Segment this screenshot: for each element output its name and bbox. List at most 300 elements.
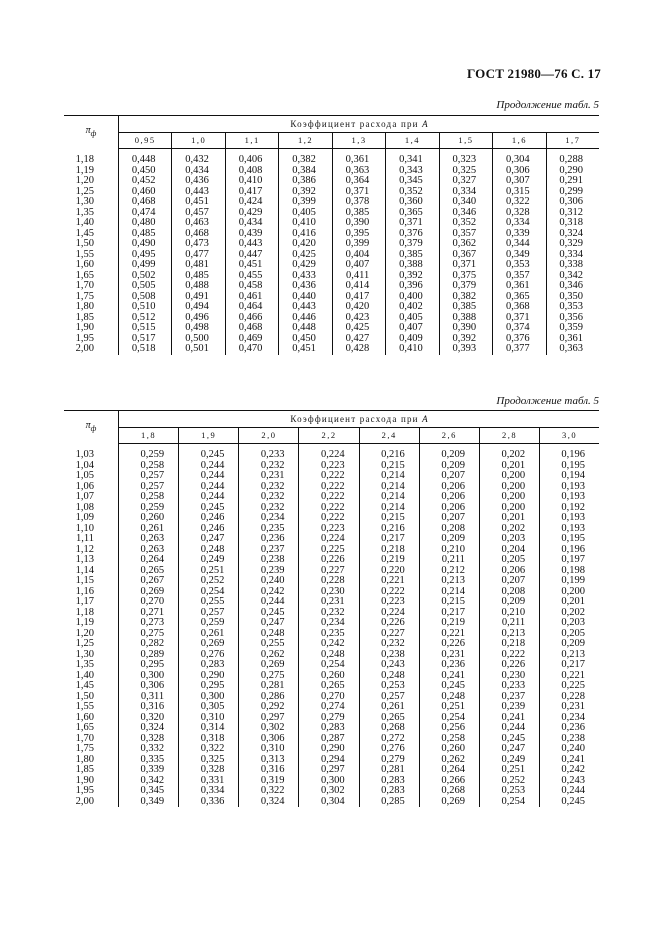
table-cell: 0,485: [119, 229, 172, 240]
column-header: 2,2: [299, 428, 359, 444]
table-cell: 0,468: [119, 197, 172, 208]
table-cell: 0,500: [172, 334, 225, 345]
table2-continuation-label: Продолжение табл. 5: [496, 395, 599, 407]
table-cell: 0,316: [239, 765, 299, 776]
row-pi-value: 1,25: [75, 638, 94, 649]
table-cell: 0,377: [493, 344, 546, 355]
table-cell: 0,209: [540, 639, 599, 650]
table-cell: 0,231: [419, 650, 479, 661]
table-cell: 0,264: [419, 765, 479, 776]
row-pi-value: 1,45: [75, 680, 94, 691]
table-cell: 0,257: [179, 608, 239, 619]
table-cell: 0,450: [119, 166, 172, 177]
table-cell: 0,240: [540, 744, 599, 755]
table-cell: 0,253: [359, 681, 419, 692]
table-cell: 0,334: [493, 218, 546, 229]
table-row: [64, 513, 599, 524]
table-cell: 0,334: [546, 250, 599, 261]
row-pi-value: 1,70: [75, 732, 94, 744]
table-cell: 0,224: [299, 450, 359, 461]
table-row: [64, 176, 599, 187]
table-cell: 0,425: [279, 250, 332, 261]
table-cell: 0,388: [439, 313, 492, 324]
table-cell: 0,411: [332, 271, 385, 282]
table-cell: 0,362: [439, 239, 492, 250]
table-cell: 0,324: [239, 797, 299, 808]
table-cell: 0,211: [419, 555, 479, 566]
table-cell: 0,518: [119, 344, 172, 355]
table-cell: 0,488: [172, 281, 225, 292]
table-cell: 0,245: [419, 681, 479, 692]
table-row: [64, 765, 599, 776]
table-row: [64, 197, 599, 208]
table-cell: 0,324: [119, 723, 179, 734]
table-cell: 0,339: [493, 229, 546, 240]
table-cell: 0,226: [299, 555, 359, 566]
column-header: 1,1: [225, 133, 278, 149]
row-pi-value: 1,95: [75, 332, 94, 344]
table-cell: 0,433: [279, 271, 332, 282]
table-cell: 0,320: [119, 713, 179, 724]
table-cell: 0,226: [359, 618, 419, 629]
table-cell: 0,275: [119, 629, 179, 640]
table-cell: 0,345: [119, 786, 179, 797]
table-row: [64, 576, 599, 587]
row-pi-value: 1,04: [75, 459, 94, 471]
table-cell: 0,357: [439, 229, 492, 240]
table-cell: 0,334: [439, 187, 492, 198]
table-cell: 0,328: [119, 734, 179, 745]
table-cell: 0,388: [386, 260, 439, 271]
table-cell: 0,282: [119, 639, 179, 650]
table-cell: 0,232: [239, 461, 299, 472]
table-cell: 0,367: [439, 250, 492, 261]
column-header: 1,7: [546, 133, 599, 149]
table-cell: 0,515: [119, 323, 172, 334]
table-cell: 0,393: [439, 344, 492, 355]
table-cell: 0,271: [119, 608, 179, 619]
table-cell: 0,210: [479, 608, 539, 619]
row-pi-value: 1,60: [75, 259, 94, 270]
row-pi-value: 1,55: [75, 248, 94, 260]
table-cell: 0,427: [332, 334, 385, 345]
table-row: [64, 218, 599, 229]
pi-label: π: [85, 124, 91, 136]
table-cell: 0,212: [419, 566, 479, 577]
table-cell: 0,404: [332, 250, 385, 261]
table-cell: 0,447: [225, 250, 278, 261]
table-cell: 0,405: [279, 208, 332, 219]
table-cell: 0,290: [546, 166, 599, 177]
table-row: [64, 723, 599, 734]
table-cell: 0,499: [119, 260, 172, 271]
table-cell: 0,223: [299, 524, 359, 535]
table-cell: 0,201: [540, 597, 599, 608]
table-cell: 0,385: [439, 302, 492, 313]
table-cell: 0,323: [439, 155, 492, 166]
table-cell: 0,254: [299, 660, 359, 671]
table-cell: 0,340: [439, 197, 492, 208]
table-cell: 0,481: [172, 260, 225, 271]
table-cell: 0,288: [546, 155, 599, 166]
table-cell: 0,248: [359, 671, 419, 682]
table-row: [64, 323, 599, 334]
table-cell: 0,220: [359, 566, 419, 577]
row-pi-value: 1,50: [75, 690, 94, 702]
table-cell: 0,262: [419, 755, 479, 766]
table-cell: 0,232: [239, 482, 299, 493]
table-row: [64, 660, 599, 671]
table-cell: 0,231: [299, 597, 359, 608]
table-cell: 0,279: [359, 755, 419, 766]
row-pi-value: 1,50: [75, 238, 94, 249]
table-cell: 0,248: [179, 545, 239, 556]
row-pi-value: 1,14: [75, 564, 94, 576]
table-cell: 0,273: [119, 618, 179, 629]
table-cell: 0,276: [359, 744, 419, 755]
table-cell: 0,252: [479, 776, 539, 787]
table-cell: 0,247: [479, 744, 539, 755]
table-cell: 0,230: [479, 671, 539, 682]
column-header: 1,8: [119, 428, 179, 444]
table-cell: 0,364: [332, 176, 385, 187]
table-cell: 0,200: [479, 471, 539, 482]
table-row: [64, 239, 599, 250]
table-cell: 0,491: [172, 292, 225, 303]
table-cell: 0,306: [546, 197, 599, 208]
table-cell: 0,466: [225, 313, 278, 324]
table-cell: 0,400: [386, 292, 439, 303]
table-cell: 0,210: [419, 545, 479, 556]
table-cell: 0,375: [439, 271, 492, 282]
table-cell: 0,322: [493, 197, 546, 208]
table-cell: 0,318: [179, 734, 239, 745]
table-row: [64, 302, 599, 313]
table-cell: 0,395: [332, 229, 385, 240]
table-cell: 0,360: [386, 197, 439, 208]
table-cell: 0,289: [119, 650, 179, 661]
table-cell: 0,352: [439, 218, 492, 229]
table-cell: 0,374: [493, 323, 546, 334]
table-cell: 0,365: [493, 292, 546, 303]
row-pi-value: 1,70: [75, 280, 94, 291]
table-cell: 0,222: [299, 471, 359, 482]
table-cell: 0,339: [119, 765, 179, 776]
table-cell: 0,361: [493, 281, 546, 292]
table-cell: 0,236: [419, 660, 479, 671]
table-cell: 0,300: [299, 776, 359, 787]
table-cell: 0,254: [479, 797, 539, 808]
row-pi-value: 1,85: [75, 764, 94, 775]
table-cell: 0,213: [540, 650, 599, 661]
table-cell: 0,376: [386, 229, 439, 240]
row-pi-value: 1,75: [75, 743, 94, 754]
row-pi-value: 1,30: [75, 648, 94, 660]
table-cell: 0,399: [332, 239, 385, 250]
column-header: 0,95: [119, 133, 172, 149]
column-header: 2,8: [479, 428, 539, 444]
table-cell: 0,325: [439, 166, 492, 177]
table-cell: 0,342: [119, 776, 179, 787]
table-cell: 0,325: [179, 755, 239, 766]
table-cell: 0,265: [119, 566, 179, 577]
table-cell: 0,245: [479, 734, 539, 745]
table-cell: 0,318: [546, 218, 599, 229]
table-cell: 0,314: [179, 723, 239, 734]
table-cell: 0,410: [386, 344, 439, 355]
table-cell: 0,228: [299, 576, 359, 587]
table-cell: 0,313: [239, 755, 299, 766]
row-pi-value: 1,65: [75, 269, 94, 281]
table-cell: 0,343: [386, 166, 439, 177]
row-pi-value: 1,30: [75, 196, 94, 207]
column-header: 2,6: [419, 428, 479, 444]
table-cell: 0,463: [172, 218, 225, 229]
table-cell: 0,392: [386, 271, 439, 282]
table-cell: 0,306: [239, 734, 299, 745]
column-header: 1,5: [439, 133, 492, 149]
table-cell: 0,238: [239, 555, 299, 566]
table-cell: 0,245: [540, 797, 599, 808]
table-cell: 0,193: [540, 482, 599, 493]
table-cell: 0,196: [540, 450, 599, 461]
table-cell: 0,382: [439, 292, 492, 303]
table-cell: 0,344: [493, 239, 546, 250]
table-cell: 0,480: [119, 218, 172, 229]
table-cell: 0,195: [540, 461, 599, 472]
table-cell: 0,305: [179, 702, 239, 713]
table-cell: 0,365: [386, 208, 439, 219]
table-cell: 0,407: [332, 260, 385, 271]
table-cell: 0,219: [359, 555, 419, 566]
row-pi-value: 1,85: [75, 311, 94, 323]
table-cell: 0,286: [239, 692, 299, 703]
table-cell: 0,335: [119, 755, 179, 766]
table-cell: 0,195: [540, 534, 599, 545]
table-cell: 0,440: [279, 292, 332, 303]
table-cell: 0,457: [172, 208, 225, 219]
table-cell: 0,225: [540, 681, 599, 692]
group-header-variable: A: [422, 413, 428, 424]
table-row: [64, 534, 599, 545]
table-cell: 0,238: [359, 650, 419, 661]
table-cell: 0,322: [179, 744, 239, 755]
table-cell: 0,414: [332, 281, 385, 292]
table-cell: 0,357: [493, 271, 546, 282]
row-pi-value: 1,11: [76, 533, 94, 544]
table-cell: 0,470: [225, 344, 278, 355]
table-row: [64, 618, 599, 629]
table-cell: 0,474: [119, 208, 172, 219]
table-row: [64, 702, 599, 713]
table-cell: 0,448: [119, 155, 172, 166]
table-cell: 0,379: [386, 239, 439, 250]
table-cell: 0,429: [225, 208, 278, 219]
table-cell: 0,505: [119, 281, 172, 292]
row-pi-value: 1,60: [75, 711, 94, 723]
table-cell: 0,361: [546, 334, 599, 345]
table-cell: 0,246: [179, 513, 239, 524]
row-pi-value: 1,17: [75, 596, 94, 607]
table-cell: 0,468: [172, 229, 225, 240]
table-cell: 0,408: [225, 166, 278, 177]
table-cell: 0,206: [419, 482, 479, 493]
table-cell: 0,235: [239, 524, 299, 535]
table-cell: 0,390: [439, 323, 492, 334]
table-cell: 0,244: [179, 471, 239, 482]
table-cell: 0,246: [179, 524, 239, 535]
table-cell: 0,204: [479, 545, 539, 556]
table-cell: 0,196: [540, 545, 599, 556]
table-cell: 0,371: [493, 313, 546, 324]
table-cell: 0,495: [119, 250, 172, 261]
table-cell: 0,192: [540, 503, 599, 514]
table-cell: 0,239: [479, 702, 539, 713]
table-cell: 0,316: [119, 702, 179, 713]
row-pi-value: 1,35: [75, 659, 94, 670]
table-cell: 0,349: [493, 250, 546, 261]
table-cell: 0,230: [299, 587, 359, 598]
row-pi-value: 1,16: [75, 585, 94, 597]
table-cell: 0,213: [479, 629, 539, 640]
table-cell: 0,361: [332, 155, 385, 166]
row-pi-value: 1,55: [75, 701, 94, 712]
table-cell: 0,450: [279, 334, 332, 345]
table-cell: 0,410: [279, 218, 332, 229]
pi-column-header: [64, 116, 119, 149]
pi-subscript: ф: [90, 423, 97, 433]
table-cell: 0,338: [546, 260, 599, 271]
table-cell: 0,399: [279, 197, 332, 208]
group-header: [119, 116, 600, 133]
table-cell: 0,276: [179, 650, 239, 661]
table-row: [64, 797, 599, 808]
row-pi-value: 1,19: [75, 164, 94, 176]
table-cell: 0,233: [479, 681, 539, 692]
row-pi-value: 1,19: [75, 617, 94, 628]
table-cell: 0,363: [546, 344, 599, 355]
column-header: 1,2: [279, 133, 332, 149]
table-row: [64, 681, 599, 692]
table-row: [64, 155, 599, 166]
table-cell: 0,356: [546, 313, 599, 324]
table-cell: 0,193: [540, 513, 599, 524]
table-cell: 0,269: [179, 639, 239, 650]
table-cell: 0,231: [540, 702, 599, 713]
table-row: [64, 471, 599, 482]
table-cell: 0,215: [419, 597, 479, 608]
table-cell: 0,223: [359, 597, 419, 608]
table-cell: 0,376: [493, 334, 546, 345]
table-cell: 0,448: [279, 323, 332, 334]
table-cell: 0,241: [479, 713, 539, 724]
row-pi-value: 2,00: [75, 795, 94, 807]
table-cell: 0,452: [119, 176, 172, 187]
table-row: [64, 281, 599, 292]
table-cell: 0,248: [299, 650, 359, 661]
table-cell: 0,221: [540, 671, 599, 682]
table-cell: 0,228: [540, 692, 599, 703]
table-cell: 0,290: [299, 744, 359, 755]
table-cell: 0,241: [540, 755, 599, 766]
table-cell: 0,352: [386, 187, 439, 198]
table-cell: 0,279: [299, 713, 359, 724]
table-cell: 0,461: [225, 292, 278, 303]
table-cell: 0,306: [493, 166, 546, 177]
table-cell: 0,424: [225, 197, 278, 208]
table-cell: 0,269: [119, 587, 179, 598]
table-cell: 0,350: [546, 292, 599, 303]
table-cell: 0,213: [419, 576, 479, 587]
table-cell: 0,353: [493, 260, 546, 271]
table-cell: 0,446: [279, 313, 332, 324]
table-cell: 0,269: [419, 797, 479, 808]
table-cell: 0,451: [172, 197, 225, 208]
table-cell: 0,232: [299, 608, 359, 619]
pi-column-header: [64, 411, 119, 444]
group-header-label: Коэффициент расхода при: [290, 118, 419, 129]
table-cell: 0,319: [239, 776, 299, 787]
table-cell: 0,244: [179, 492, 239, 503]
table-cell: 0,302: [239, 723, 299, 734]
table-cell: 0,244: [540, 786, 599, 797]
table-cell: 0,423: [332, 313, 385, 324]
table-cell: 0,292: [239, 702, 299, 713]
table-cell: 0,300: [179, 692, 239, 703]
table-cell: 0,244: [239, 597, 299, 608]
table-cell: 0,436: [279, 281, 332, 292]
table-cell: 0,295: [119, 660, 179, 671]
row-pi-value: 1,20: [75, 627, 94, 639]
table-cell: 0,434: [225, 218, 278, 229]
table-cell: 0,416: [279, 229, 332, 240]
table-cell: 0,237: [479, 692, 539, 703]
table-cell: 0,222: [299, 482, 359, 493]
table-cell: 0,315: [493, 187, 546, 198]
table-cell: 0,353: [546, 302, 599, 313]
row-pi-value: 1,05: [75, 470, 94, 481]
table-cell: 0,306: [119, 681, 179, 692]
table-cell: 0,359: [546, 323, 599, 334]
table-cell: 0,222: [299, 492, 359, 503]
table-cell: 0,200: [479, 482, 539, 493]
table-cell: 0,256: [419, 723, 479, 734]
row-pi-value: 1,80: [75, 301, 94, 312]
table-cell: 0,283: [179, 660, 239, 671]
table-cell: 0,207: [419, 513, 479, 524]
table-cell: 0,244: [179, 461, 239, 472]
table-cell: 0,349: [119, 797, 179, 808]
table-cell: 0,227: [359, 629, 419, 640]
table-cell: 0,378: [332, 197, 385, 208]
table-row: [64, 597, 599, 608]
table-cell: 0,225: [299, 545, 359, 556]
table-cell: 0,226: [419, 639, 479, 650]
table-cell: 0,363: [332, 166, 385, 177]
table-cell: 0,268: [359, 723, 419, 734]
table-cell: 0,234: [239, 513, 299, 524]
table-cell: 0,443: [225, 239, 278, 250]
table-cell: 0,270: [299, 692, 359, 703]
table-cell: 0,260: [299, 671, 359, 682]
table-row: [64, 492, 599, 503]
table-cell: 0,219: [419, 618, 479, 629]
table-cell: 0,464: [225, 302, 278, 313]
table-cell: 0,217: [419, 608, 479, 619]
table-cell: 0,283: [299, 723, 359, 734]
table-cell: 0,262: [239, 650, 299, 661]
table-cell: 0,336: [179, 797, 239, 808]
